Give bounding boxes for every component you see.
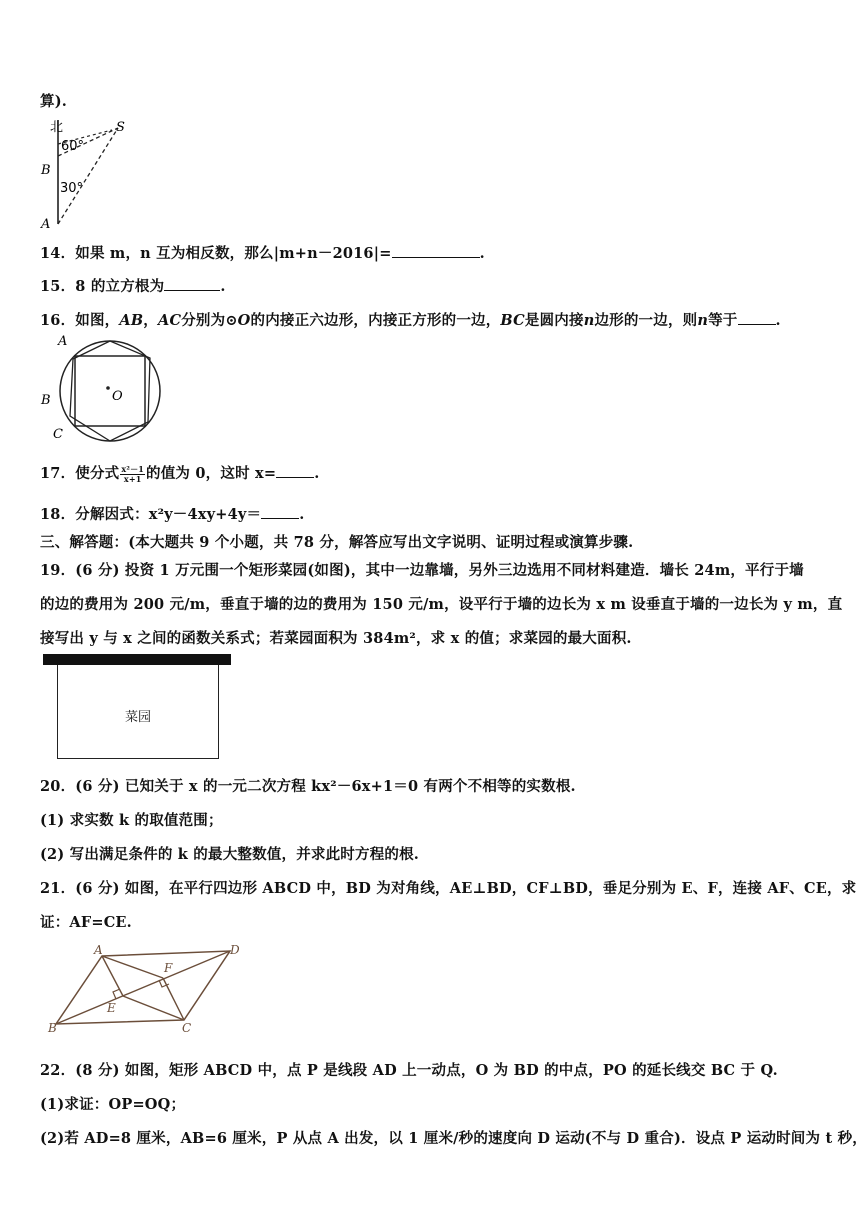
q16-end: .	[775, 312, 781, 329]
q15-text: 15．8 的立方根为	[40, 278, 165, 295]
answer-blank	[261, 506, 299, 519]
fig21-parallelogram	[44, 942, 256, 1034]
answer-blank	[276, 465, 314, 478]
q17-end: .	[314, 465, 320, 482]
fig13-north-label: 北	[50, 120, 64, 135]
fig16-a-label: A	[58, 334, 68, 349]
q16-text: 分别为	[181, 312, 226, 329]
answer-blank	[392, 245, 480, 258]
fig21-e-label: E	[107, 1001, 116, 1015]
q19-line2: 的边的费用为 200 元/m，垂直于墙的边的费用为 150 元/m，设平行于墙的边长为 x m 设垂直于墙的一边长为 y m，直	[40, 596, 843, 613]
q20-line2: (1) 求实数 k 的取值范围；	[40, 812, 223, 829]
q16-text: 等于	[708, 312, 738, 329]
fig19-label: 菜园	[124, 710, 151, 725]
q22-line3: (2)若 AD=8 厘米，AB=6 厘米，P 从点 A 出发，以 1 厘米/秒的速度向 D 运动(不与 D 重合)．设点 P 运动时间为 t 秒，	[40, 1130, 867, 1147]
q15	[40, 275, 226, 296]
circle-symbol: ⊙	[225, 312, 238, 329]
q16	[40, 309, 781, 330]
q16-number: 16．	[40, 312, 76, 329]
q16-text: 边形的一边，则	[594, 312, 698, 329]
fig13-angle-30: 30°	[60, 181, 84, 196]
q16-bc: BC	[500, 312, 525, 329]
q14-end: .	[479, 245, 485, 262]
fig16-b-label: B	[41, 393, 51, 408]
q14	[40, 242, 485, 263]
q22-line1: 22．(8 分) 如图，矩形 ABCD 中，点 P 是线段 AD 上一动点，O 为 BD 的中点，PO 的延长线交 BC 于 Q.	[40, 1062, 778, 1079]
section-3-heading: 三、解答题：(本大题共 9 个小题，共 78 分，解答应写出文字说明、证明过程或演算步骤.	[40, 534, 634, 551]
fig21-a-label: A	[94, 943, 103, 957]
q17-text: 17．使分式	[40, 465, 120, 482]
q16-n: n	[697, 312, 709, 329]
q21-line2: 证：AF=CE.	[40, 914, 132, 931]
fig21-d-label: D	[230, 943, 240, 957]
q13-tail: 算).	[40, 93, 68, 110]
q20-line3: (2) 写出满足条件的 k 的最大整数值，并求此时方程的根.	[40, 846, 420, 863]
q17-text: 的值为 0，这时 x=	[146, 465, 277, 482]
fraction-numerator: x²－1	[121, 463, 145, 474]
fraction	[120, 465, 145, 484]
fig21-f-label: F	[164, 961, 173, 975]
q15-end: .	[220, 278, 226, 295]
q14-text: 14．如果 m，n 互为相反数，那么|m+n－2016|=	[40, 245, 392, 262]
q17	[40, 462, 319, 484]
fig13-a-label: A	[41, 217, 51, 230]
q21-line1: 21．(6 分) 如图，在平行四边形 ABCD 中，BD 为对角线，AE⊥BD，CF⊥BD，垂足分别为 E、F，连接 AF、CE，求	[40, 880, 857, 897]
fig16-o-label: O	[112, 389, 123, 404]
q16-text: 的内接正六边形，内接正方形的一边，	[250, 312, 501, 329]
q18-end: .	[299, 506, 305, 523]
fig13-angle-60: 60°	[61, 139, 85, 154]
q19-line1: 19．(6 分) 投资 1 万元围一个矩形菜园(如图)，其中一边靠墙，另外三边选用不同材料建造．墙长 24m，平行于墙	[40, 562, 804, 579]
fig16-c-label: C	[53, 427, 63, 442]
q16-ab: AB	[119, 312, 144, 329]
q16-text: 是圆内接	[524, 312, 584, 329]
fig19-wall	[43, 654, 231, 665]
q18-text: 18．分解因式：x²y－4xy+4y＝	[40, 506, 262, 523]
q16-n: n	[583, 312, 595, 329]
q20-line1: 20．(6 分) 已知关于 x 的一元二次方程 kx²－6x+1＝0 有两个不相等的实数根.	[40, 778, 576, 795]
q19-line3: 接写出 y 与 x 之间的函数关系式；若菜园面积为 384m²，求 x 的值；求菜园的最大面积.	[40, 630, 632, 647]
fig19-garden-rect	[57, 665, 219, 759]
answer-blank	[738, 312, 776, 325]
q16-sep: ，	[143, 312, 158, 329]
q18	[40, 503, 304, 524]
fig13-b-label: B	[41, 163, 51, 178]
fig21-c-label: C	[182, 1021, 192, 1034]
q16-ac: AC	[158, 312, 182, 329]
fig21-b-label: B	[48, 1021, 57, 1034]
fig13-bearing-diagram	[36, 114, 136, 230]
q22-line2: (1)求证：OP=OQ；	[40, 1096, 186, 1113]
q16-o: O	[237, 312, 251, 329]
fraction-denominator: x+1	[123, 473, 142, 484]
q16-text: 如图，	[75, 312, 120, 329]
answer-blank	[164, 278, 220, 291]
fig16-circle-polygons	[38, 334, 168, 444]
fig13-s-label: S	[116, 120, 125, 135]
